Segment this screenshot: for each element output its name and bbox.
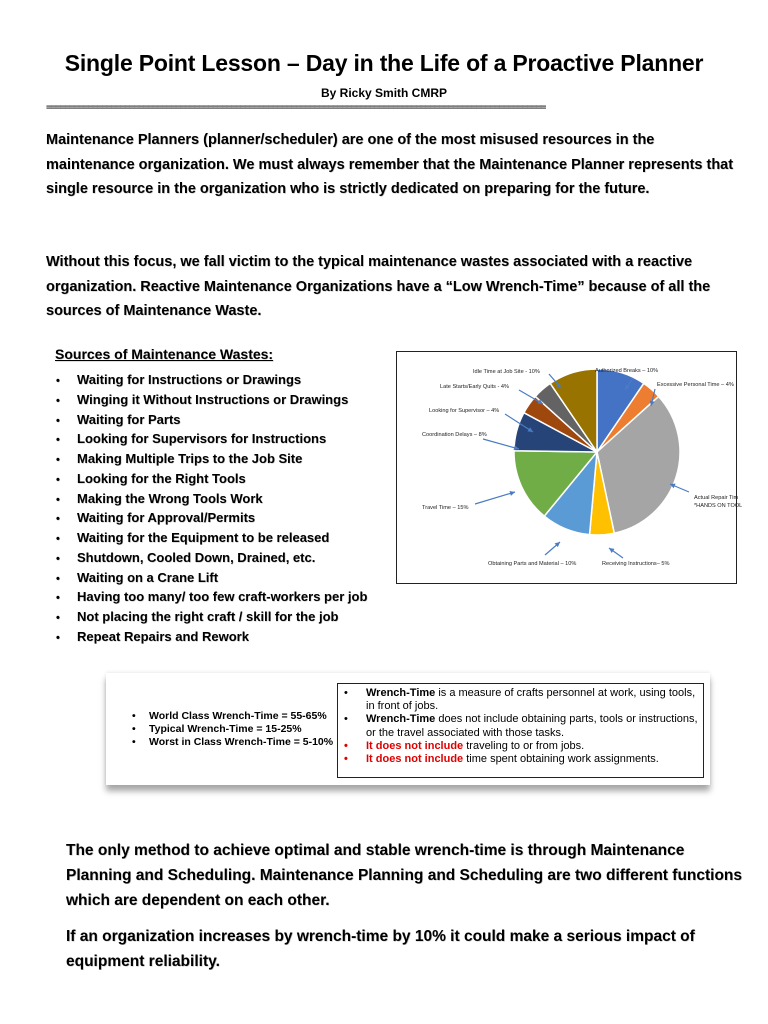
pie-label: Coordination Delays – 8%: [422, 432, 487, 438]
bullet-icon: •: [56, 454, 60, 466]
pie-chart-frame: [396, 351, 743, 584]
bullet-icon: •: [56, 592, 60, 605]
label-arrow: [475, 492, 515, 504]
pie-label: Idle Time at Job Site - 10%: [473, 369, 540, 375]
list-item: • Waiting for Instructions or Drawings: [56, 370, 367, 390]
bullet-icon: •: [56, 434, 60, 447]
bullet-icon: •: [56, 612, 60, 624]
bullet-icon: •: [56, 572, 60, 585]
bullet-icon: •: [344, 713, 348, 726]
pie-chart: [397, 352, 743, 583]
pie-label: Obtaining Parts and Material – 10%: [488, 561, 577, 567]
list-item: • Wrench-Time does not include obtaining parts, tools or instructions, or the travel associated with those tasks.: [344, 713, 698, 739]
bullet-icon: •: [56, 513, 60, 526]
list-item: • Looking for the Right Tools: [56, 469, 367, 489]
bullet-icon: •: [56, 375, 60, 387]
bullet-icon: •: [132, 710, 136, 722]
list-item: • World Class Wrench-Time = 55-65%: [132, 710, 327, 722]
list-item: • Having too many/ too few craft-workers per job: [56, 587, 367, 607]
bullet-icon: •: [56, 552, 60, 565]
list-item: • Waiting on a Crane Lift: [56, 568, 367, 588]
pie-label: Authorized Breaks – 10%: [595, 368, 659, 374]
list-item: • Worst in Class Wrench-Time = 5-10%: [132, 736, 334, 748]
intro-paragraph-1: Maintenance Planners (planner/scheduler) are one of the most misused resources in the maintenance organization. We must always remember that the Maintenance Planner represents that single resource in the organization who is strictly dedicated on preparing for the future.: [46, 132, 734, 197]
bullet-icon: •: [56, 493, 60, 506]
list-item: • Not placing the right craft / skill for the job: [56, 607, 367, 627]
bullet-icon: •: [132, 723, 136, 735]
list-item: • Waiting for Parts: [56, 410, 367, 430]
bullet-icon: •: [344, 687, 348, 699]
bullet-icon: •: [56, 473, 60, 486]
bullet-icon: •: [56, 631, 60, 644]
bullet-icon: •: [344, 739, 348, 752]
list-item: • Looking for Supervisors for Instructions: [56, 429, 367, 449]
list-item: • Making the Wrong Tools Work: [56, 489, 367, 509]
list-item: • Waiting for the Equipment to be released: [56, 528, 367, 548]
bullet-icon: •: [344, 753, 348, 766]
page-title: Single Point Lesson – Day in the Life of a Proactive Planner: [64, 50, 704, 76]
pie-label: Actual Repair Tim: [694, 495, 739, 501]
list-item: • Waiting for Approval/Permits: [56, 508, 367, 528]
sources-list: [56, 370, 367, 647]
wrench-time-panel: [106, 673, 710, 785]
pie-label: Excessive Personal Time – 4%: [657, 382, 734, 388]
label-arrowhead: [609, 548, 615, 553]
bullet-icon: •: [56, 394, 60, 407]
closing-paragraph-1: The only method to achieve optimal and stable wrench-time is through Maintenance Planning and Scheduling. Maintenance Planning and Scheduling are two different functions which are dependent on each other.: [66, 842, 743, 909]
bullet-icon: •: [132, 736, 136, 748]
intro-paragraph-2: Without this focus, we fall victim to the typical maintenance wastes associated with a reactive organization. Reactive Maintenance Organizations have a “Low Wrench-Time” because of all the sources of Maintenance Waste.: [46, 254, 711, 319]
pie-label: Receiving Instructions– 5%: [602, 561, 670, 567]
bullet-icon: •: [56, 533, 60, 545]
pie-sublabel: *HANDS ON TOOL: [694, 503, 743, 509]
list-item: • Wrench-Time is a measure of crafts personnel at work, using tools, in front of jobs.: [344, 687, 696, 713]
sources-heading: Sources of Maintenance Wastes:: [55, 346, 274, 362]
wrench-time-definition-box: [337, 683, 704, 778]
label-arrow: [483, 439, 519, 449]
pie-label: Travel Time – 15%: [422, 505, 469, 511]
list-item: • Repeat Repairs and Rework: [56, 627, 367, 647]
author-byline: By Ricky Smith CMRP: [320, 86, 448, 100]
list-item: • Making Multiple Trips to the Job Site: [56, 449, 367, 469]
pie-label: Late Starts/Early Quits - 4%: [440, 384, 510, 390]
list-item: • Typical Wrench-Time = 15-25%: [132, 723, 302, 735]
separator-line: ============================================================================================================: [46, 102, 546, 113]
wrench-time-stats: [132, 710, 333, 749]
list-item: • Shutdown, Cooled Down, Drained, etc.: [56, 548, 367, 568]
bullet-icon: •: [56, 414, 60, 427]
list-item: • It does not include time spent obtaining work assignments.: [344, 753, 659, 766]
list-item: • Winging it Without Instructions or Drawings: [56, 390, 367, 410]
pie-label: Looking for Supervisor – 4%: [429, 408, 500, 414]
closing-paragraph-2: If an organization increases by wrench-time by 10% it could make a serious impact of equipment reliability.: [66, 928, 695, 970]
list-item: • It does not include traveling to or from jobs.: [344, 739, 585, 752]
